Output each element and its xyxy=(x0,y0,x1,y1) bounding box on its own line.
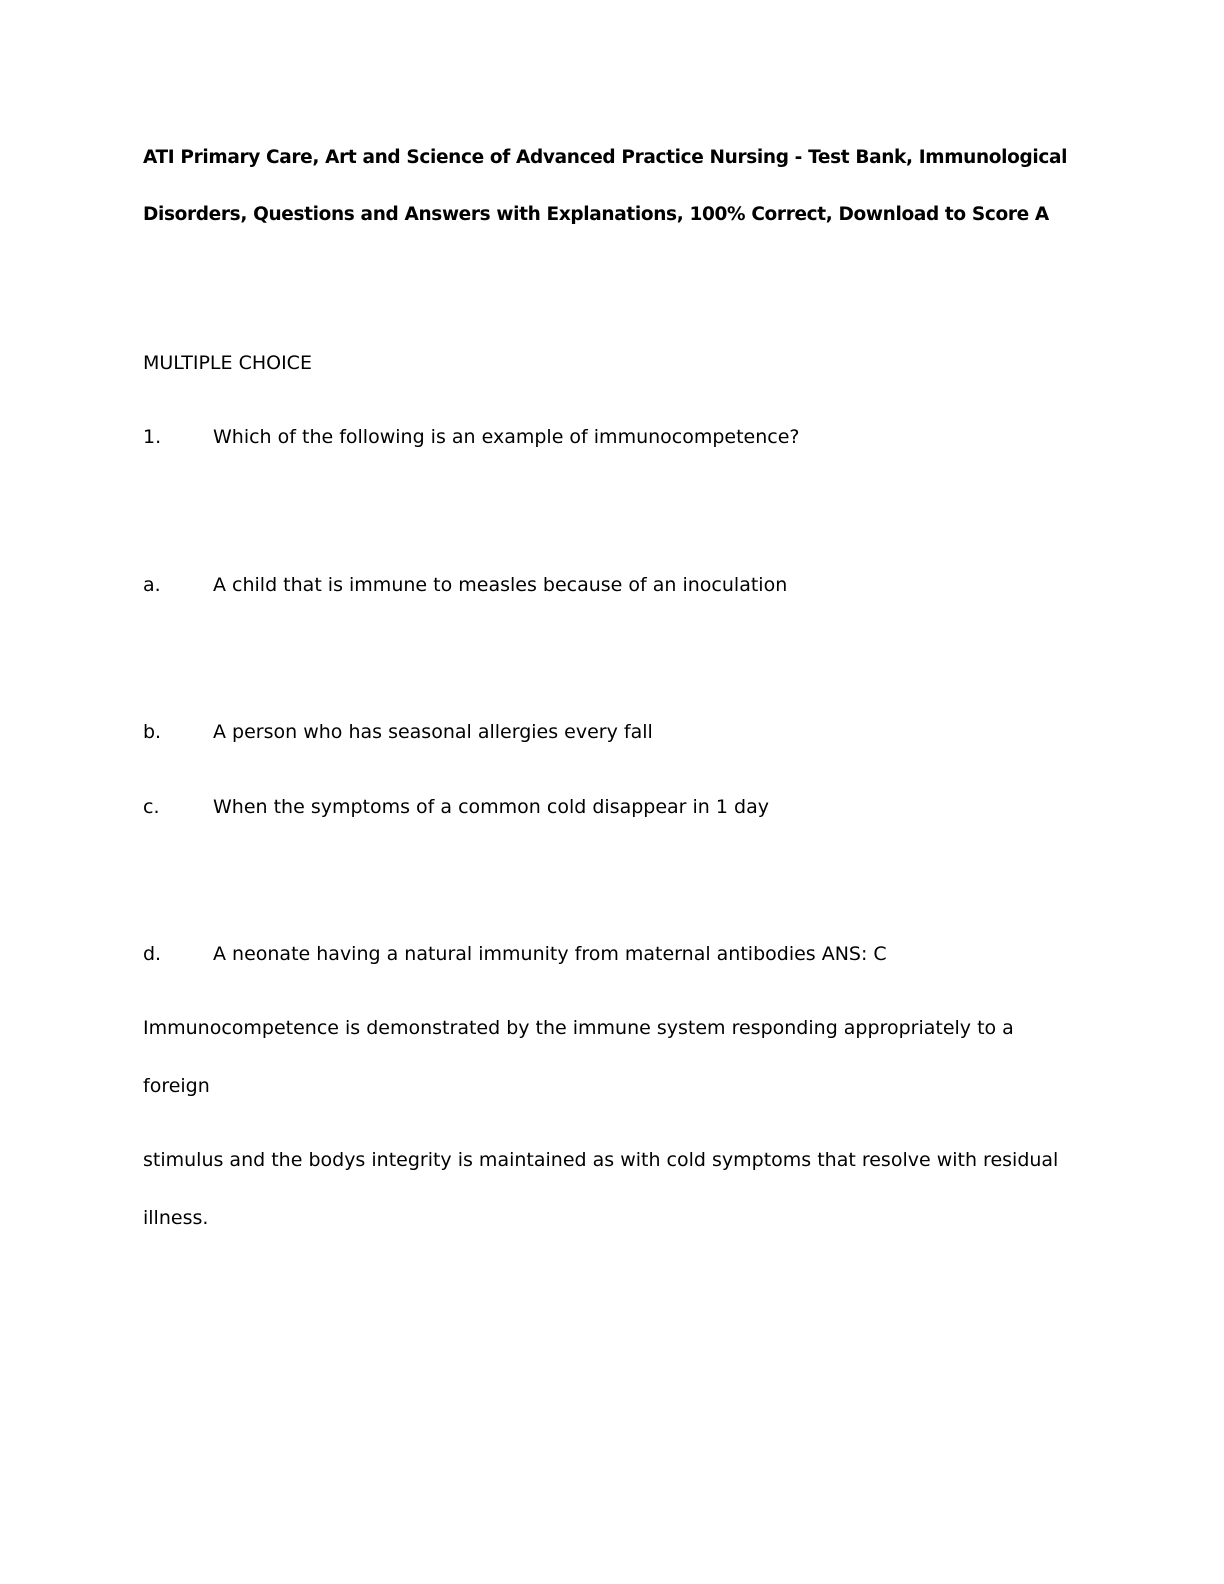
option-label: a. xyxy=(143,574,161,596)
option-text: A person who has seasonal allergies every fall xyxy=(213,721,653,743)
rationale-line-3: stimulus and the bodys integrity is maintained as with cold symptoms that resolve with residual xyxy=(143,1149,1059,1171)
question-text: Which of the following is an example of immunocompetence? xyxy=(213,426,800,448)
option-text: A neonate having a natural immunity from maternal antibodies ANS: C xyxy=(213,943,887,965)
option-label: d. xyxy=(143,943,162,965)
rationale-line-2: foreign xyxy=(143,1075,210,1097)
option-text: A child that is immune to measles because of an inoculation xyxy=(213,574,788,596)
document-title-line-2: Disorders, Questions and Answers with Explanations, 100% Correct, Download to Score A xyxy=(143,204,1049,225)
document-title-line-1: ATI Primary Care, Art and Science of Advanced Practice Nursing - Test Bank, Immunological xyxy=(143,147,1068,168)
section-heading: MULTIPLE CHOICE xyxy=(143,352,312,374)
option-text: When the symptoms of a common cold disappear in 1 day xyxy=(213,796,769,818)
question-number: 1. xyxy=(143,426,162,448)
rationale-line-1: Immunocompetence is demonstrated by the immune system responding appropriately to a xyxy=(143,1017,1014,1039)
option-label: c. xyxy=(143,796,160,818)
option-label: b. xyxy=(143,721,162,743)
rationale-line-4: illness. xyxy=(143,1207,209,1229)
